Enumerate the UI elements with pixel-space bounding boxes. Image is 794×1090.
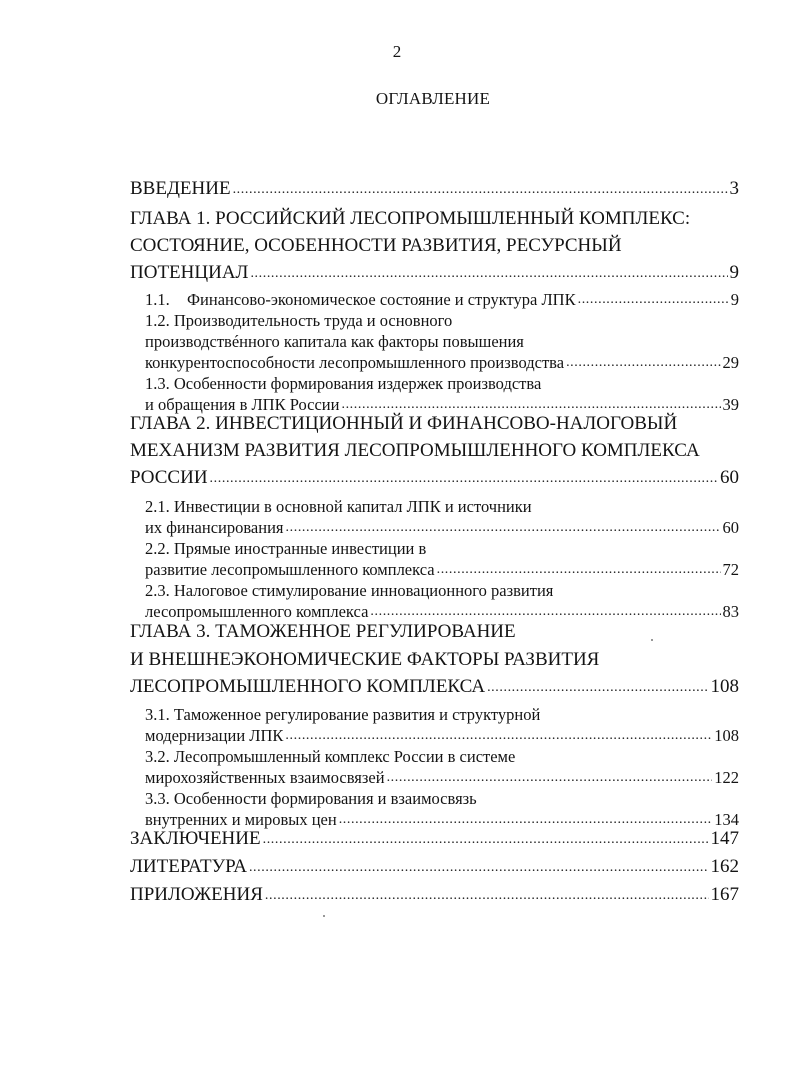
toc-section-1-3-line-2[interactable] bbox=[145, 395, 739, 415]
toc-chapter-2-line-3[interactable] bbox=[130, 467, 739, 489]
toc-page-number: 108 bbox=[714, 726, 739, 745]
toc-entry-text: МЕХАНИЗМ РАЗВИТИЯ ЛЕСОПРОМЫШЛЕННОГО КОМПЛЕКСА bbox=[130, 440, 700, 461]
dot-leader bbox=[265, 889, 709, 906]
toc-section-2-2-line-2[interactable] bbox=[145, 560, 739, 580]
toc-page-number: 9 bbox=[729, 262, 739, 283]
toc-entry-text: И ВНЕШНЕЭКОНОМИЧЕСКИЕ ФАКТОРЫ РАЗВИТИЯ bbox=[130, 649, 600, 670]
toc-chapter-2-line-2[interactable] bbox=[130, 440, 739, 462]
toc-entry-text: 3.2. Лесопромышленный комплекс России в системе bbox=[145, 747, 516, 766]
toc-entry-text: лесопромышленного комплекса bbox=[145, 602, 369, 621]
dot-leader bbox=[437, 563, 721, 580]
toc-chapter-2-line-1[interactable] bbox=[130, 413, 739, 435]
toc-entry-text: ВВЕДЕНИЕ bbox=[130, 178, 231, 199]
dot-leader bbox=[370, 605, 720, 622]
toc-page-number: 108 bbox=[710, 676, 739, 697]
toc-entry-text: ЗАКЛЮЧЕНИЕ bbox=[130, 828, 261, 849]
toc-entry-introduction[interactable] bbox=[130, 178, 739, 200]
dot-leader bbox=[387, 771, 713, 788]
toc-section-1-1[interactable] bbox=[145, 290, 739, 310]
toc-page-number: 134 bbox=[714, 810, 739, 829]
toc-entry-text: ЛЕСОПРОМЫШЛЕННОГО КОМПЛЕКСА bbox=[130, 676, 486, 697]
toc-entry-text: 2.2. Прямые иностранные инвестиции в bbox=[145, 539, 427, 558]
toc-section-1-2-line-1[interactable] bbox=[145, 311, 739, 331]
toc-page-number: 39 bbox=[722, 395, 739, 414]
dot-leader bbox=[233, 183, 728, 200]
toc-entry-text: ПОТЕНЦИАЛ bbox=[130, 262, 249, 283]
dot-leader bbox=[487, 681, 708, 698]
toc-entry-text: ГЛАВА 3. ТАМОЖЕННОЕ РЕГУЛИРОВАНИЕ bbox=[130, 621, 516, 642]
toc-entry-text: 3.1. Таможенное регулирование развития и структурной bbox=[145, 705, 541, 724]
toc-page-number: 162 bbox=[710, 856, 739, 877]
dot-leader bbox=[286, 521, 721, 538]
toc-section-2-1-line-2[interactable] bbox=[145, 518, 739, 538]
toc-chapter-1-line-2[interactable] bbox=[130, 235, 739, 257]
dot-leader bbox=[249, 861, 709, 878]
toc-entry-text: 1.3. Особенности формирования издержек производства bbox=[145, 374, 542, 393]
toc-entry-conclusion[interactable] bbox=[130, 828, 739, 850]
toc-entry-text: конкурентоспособности лесопромышленного производства bbox=[145, 353, 565, 372]
toc-page-number: 72 bbox=[722, 560, 739, 579]
scan-speck bbox=[323, 915, 325, 917]
toc-entry-text: РОССИИ bbox=[130, 467, 208, 488]
toc-entry-text: внутренних и мировых цен bbox=[145, 810, 337, 829]
toc-chapter-3-line-2[interactable] bbox=[130, 649, 739, 671]
toc-entry-appendices[interactable] bbox=[130, 884, 739, 906]
toc-page-number: 29 bbox=[722, 353, 739, 372]
toc-entry-text: ЛИТЕРАТУРА bbox=[130, 856, 247, 877]
toc-entry-text: развитие лесопромышленного комплекса bbox=[145, 560, 435, 579]
toc-entry-text: ГЛАВА 2. ИНВЕСТИЦИОННЫЙ И ФИНАНСОВО-НАЛОГОВЫЙ bbox=[130, 413, 678, 434]
toc-section-3-1-line-1[interactable] bbox=[145, 705, 739, 725]
toc-entry-text: мирохозяйственных взаимосвязей bbox=[145, 768, 385, 787]
toc-section-2-3-line-1[interactable] bbox=[145, 581, 739, 601]
page-number: 2 bbox=[392, 42, 402, 61]
toc-chapter-1-line-3[interactable] bbox=[130, 262, 739, 284]
dot-leader bbox=[250, 267, 727, 284]
toc-entry-text: их финансирования bbox=[145, 518, 284, 537]
toc-chapter-1-line-1[interactable] bbox=[130, 208, 739, 230]
toc-entry-text: ГЛАВА 1. РОССИЙСКИЙ ЛЕСОПРОМЫШЛЕННЫЙ КОМПЛЕКС: bbox=[130, 208, 691, 229]
toc-page-number: 147 bbox=[710, 828, 739, 849]
dot-leader bbox=[285, 729, 712, 746]
dot-leader bbox=[210, 472, 718, 489]
toc-section-3-2-line-2[interactable] bbox=[145, 768, 739, 788]
toc-section-1-3-line-1[interactable] bbox=[145, 374, 739, 394]
toc-entry-text: 1.2. Производительность труда и основного bbox=[145, 311, 453, 330]
toc-page-number: 83 bbox=[722, 602, 739, 621]
toc-page-number: 3 bbox=[729, 178, 739, 199]
toc-entry-text: производствéнного капитала как факторы повышения bbox=[145, 332, 524, 351]
toc-page-number: 60 bbox=[720, 467, 739, 488]
toc-chapter-3-line-3[interactable] bbox=[130, 676, 739, 698]
toc-entry-text: и обращения в ЛПК России bbox=[145, 395, 340, 414]
dot-leader bbox=[566, 356, 720, 373]
toc-entry-text: 3.3. Особенности формирования и взаимосвязь bbox=[145, 789, 477, 808]
toc-section-number: 1.1. bbox=[145, 290, 170, 309]
toc-section-1-2-line-2[interactable] bbox=[145, 332, 739, 352]
toc-entry-text: ПРИЛОЖЕНИЯ bbox=[130, 884, 263, 905]
toc-section-3-1-line-2[interactable] bbox=[145, 726, 739, 746]
toc-entry-text: СОСТОЯНИЕ, ОСОБЕННОСТИ РАЗВИТИЯ, РЕСУРСНЫЙ bbox=[130, 235, 622, 256]
toc-entry-text: Финансово-экономическое состояние и структура ЛПК bbox=[187, 290, 576, 309]
toc-section-1-2-line-3[interactable] bbox=[145, 353, 739, 373]
toc-section-3-3-line-2[interactable] bbox=[145, 810, 739, 830]
page-title: ОГЛАВЛЕНИЕ bbox=[375, 89, 491, 108]
toc-page-number: 122 bbox=[714, 768, 739, 787]
toc-section-3-3-line-1[interactable] bbox=[145, 789, 739, 809]
toc-chapter-3-line-1[interactable] bbox=[130, 621, 739, 643]
toc-section-2-1-line-1[interactable] bbox=[145, 497, 739, 517]
toc-entry-text: 2.1. Инвестиции в основной капитал ЛПК и источники bbox=[145, 497, 532, 516]
toc-entry-text: модернизации ЛПК bbox=[145, 726, 284, 745]
toc-page-number: 60 bbox=[722, 518, 739, 537]
toc-entry-literature[interactable] bbox=[130, 856, 739, 878]
toc-entry-text: 2.3. Налоговое стимулирование инновационного развития bbox=[145, 581, 554, 600]
toc-page-number: 167 bbox=[710, 884, 739, 905]
toc-section-2-3-line-2[interactable] bbox=[145, 602, 739, 622]
toc-section-3-2-line-1[interactable] bbox=[145, 747, 739, 767]
scan-speck bbox=[651, 639, 653, 641]
dot-leader bbox=[578, 293, 729, 310]
dot-leader bbox=[263, 833, 709, 850]
toc-section-2-2-line-1[interactable] bbox=[145, 539, 739, 559]
toc-page-number: 9 bbox=[730, 290, 739, 309]
